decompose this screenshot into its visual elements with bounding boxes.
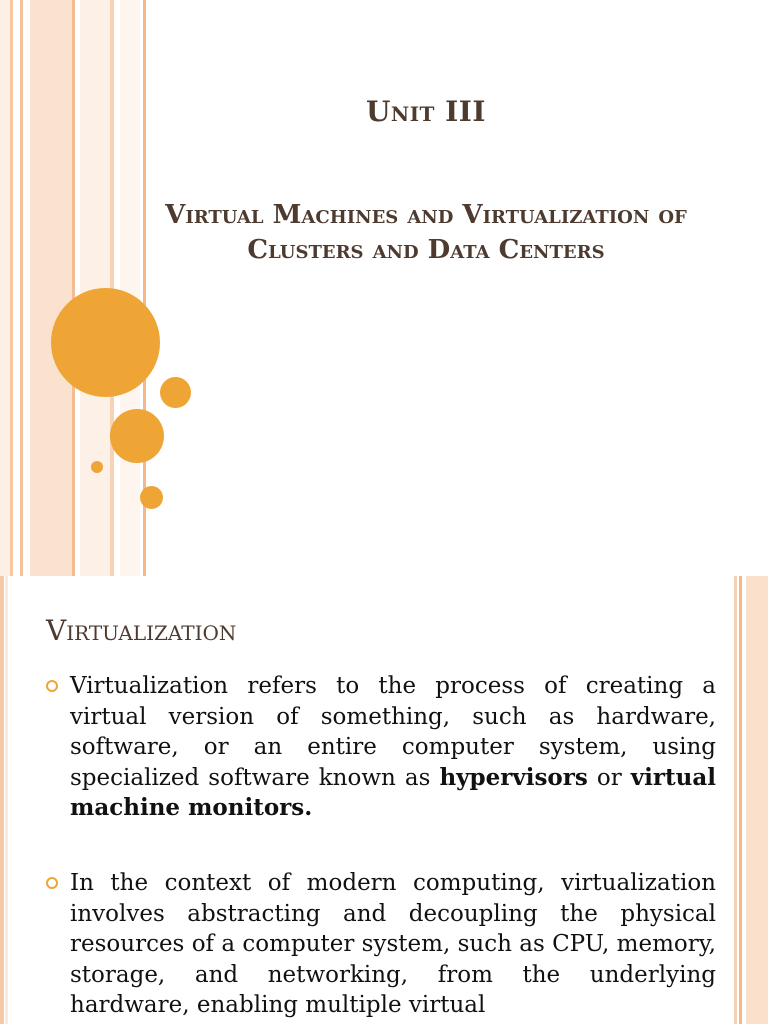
bullet-list	[46, 671, 716, 1024]
bullet-circle-icon	[46, 680, 58, 692]
bullet-circle-icon	[46, 877, 58, 889]
small-decorative-circle	[160, 377, 191, 408]
bullet-text: In the context of modern computing, virtualization involves abstracting and decoupling the physical resources of a computer system, such as CPU, memory, storage, and networking, from the underlying hardware, enabling multiple virtual	[70, 869, 716, 1019]
slide-heading: Virtualization	[46, 614, 237, 647]
bullet-bold-term: hypervisors	[439, 763, 588, 791]
small-decorative-circle-bottom	[140, 486, 163, 509]
large-decorative-circle	[51, 288, 160, 397]
bullet-bold-term: virtual machine monitors.	[70, 763, 716, 822]
bullet-item	[46, 868, 716, 1021]
bullet-item	[46, 671, 716, 824]
content-slide	[0, 576, 768, 1024]
tiny-decorative-circle	[91, 461, 103, 473]
unit-title: Unit III	[366, 95, 486, 128]
bullet-text: or	[587, 764, 631, 791]
main-title: Virtual Machines and Virtualization of Clusters and Data Centers	[165, 200, 687, 265]
decorative-stripes	[0, 0, 150, 576]
medium-decorative-circle	[110, 409, 164, 463]
bullet-text: Virtualization refers to the process of creating a virtual version of something, such as hardware, software, or an entire computer system, using specialized software known as	[70, 673, 716, 791]
